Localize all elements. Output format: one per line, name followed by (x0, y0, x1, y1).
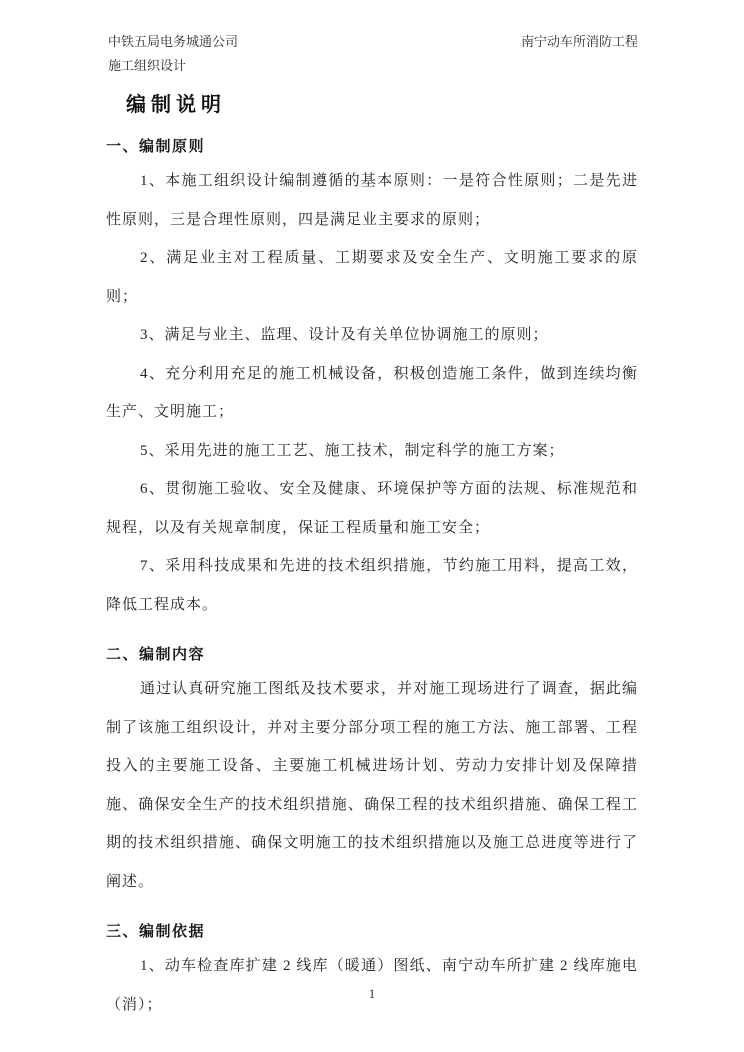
header-left-block (108, 30, 238, 78)
paragraph: 1、动车检查库扩建 2 线库（暖通）图纸、南宁动车所扩建 2 线库施电（消）； (106, 958, 638, 1013)
section-compilation-principles (106, 132, 638, 624)
document-body (106, 132, 638, 1024)
paragraph: 4、充分利用充足的施工机械设备，积极创造施工条件，做到连续均衡生产、文明施工； (106, 365, 638, 420)
paragraph: 2、满足业主对工程质量、工期要求及安全生产、文明施工要求的原则； (106, 250, 638, 305)
section-compilation-basis (106, 917, 638, 1024)
section-heading: 二、编制内容 (106, 647, 206, 663)
section-heading: 一、编制原则 (106, 139, 206, 155)
paragraph: 1、本施工组织设计编制遵循的基本原则：一是符合性原则；二是先进性原则，三是合理性原则，四是满足业主要求的原则； (106, 173, 638, 228)
section-compilation-content (106, 640, 638, 901)
paragraph: 5、采用先进的施工工艺、施工技术，制定科学的施工方案； (140, 442, 565, 459)
section-heading: 三、编制依据 (106, 924, 206, 940)
paragraph: 3、满足与业主、监理、设计及有关单位协调施工的原则； (140, 327, 549, 343)
page-number: 1 (368, 986, 376, 1001)
header-company-name: 中铁五局电务城通公司 (108, 34, 239, 49)
paragraph: 7、采用科技成果和先进的技术组织措施，节约施工用料，提高工效，降低工程成本。 (106, 558, 638, 613)
paragraph: 6、贯彻施工验收、安全及健康、环境保护等方面的法规、标准规范和规程，以及有关规章制度，保证工程质量和施工安全； (106, 481, 638, 536)
paragraph: 通过认真研究施工图纸及技术要求，并对施工现场进行了调查，据此编制了该施工组织设计，并对主要分部分项工程的施工方法、施工部署、工程投入的主要施工设备、主要施工机械进场计划、劳动力安排计划及保障措施、确保安全生产的技术组织措施、确保工程的技术组织措施、确保工程工期的技术组织措施、确保文明施工的技术组织措施以及施工总进度等进行了阐述。 (106, 681, 638, 890)
header-doc-type: 施工组织设计 (108, 58, 187, 73)
header-project-name: 南宁动车所消防工程 (520, 34, 638, 49)
document-header (108, 30, 638, 78)
page-title: 编制说明 (126, 94, 226, 116)
